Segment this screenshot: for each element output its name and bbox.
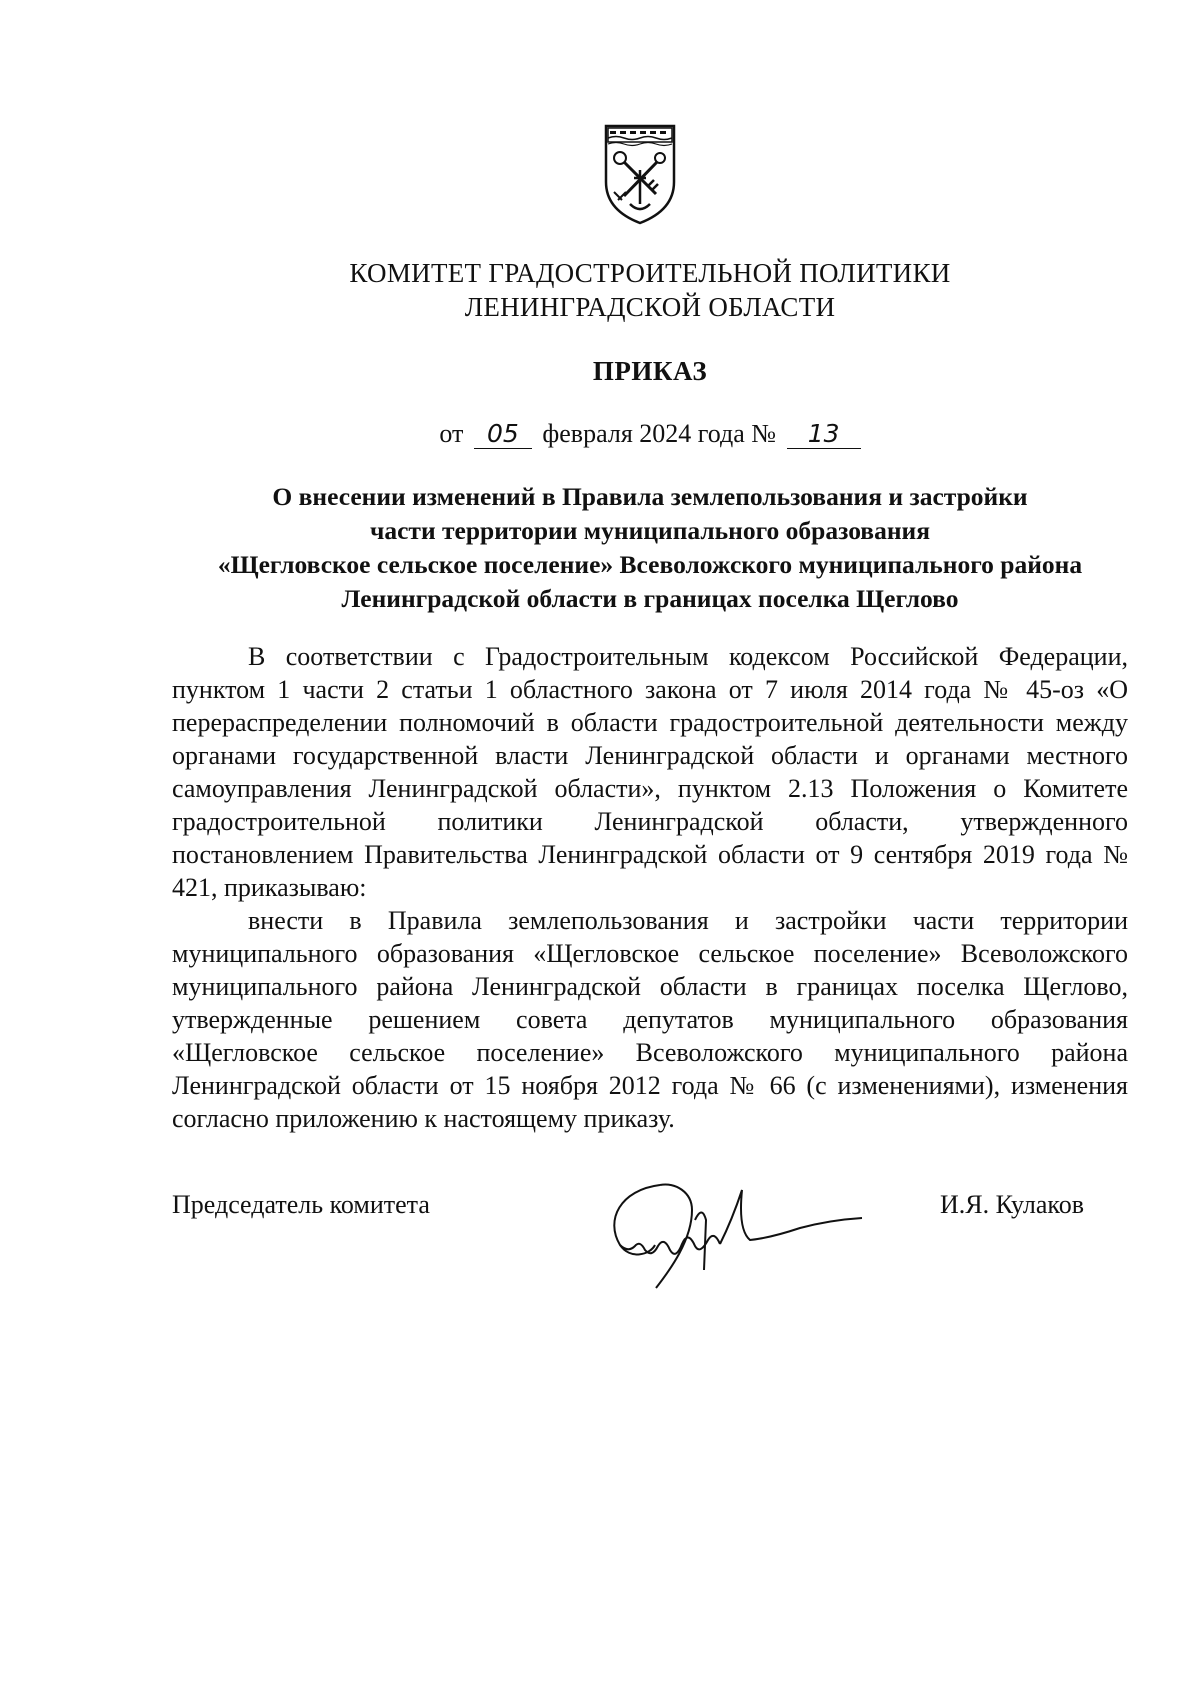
- document-body: [172, 640, 1128, 1135]
- body-paragraph-order: внести в Правила землепользования и застройки части территории муниципального образования «Щегловское сельское поселение» Всеволожского муниципального района Ленинградской области в границах поселка Щеглово, утвержденные решением совета депутатов муниципального образования «Щегловское сельское поселение» Всеволожского муниципального района Ленинградской области от 15 ноября 2012 года № 66 (с изменениями), изменения согласно приложению к настоящему приказу.: [172, 906, 1128, 1133]
- coat-of-arms-icon: [600, 122, 680, 227]
- organization-name-line1: КОМИТЕТ ГРАДОСТРОИТЕЛЬНОЙ ПОЛИТИКИ: [349, 258, 951, 288]
- handwritten-signature-icon: [600, 1160, 870, 1295]
- organization-name-line2: ЛЕНИНГРАДСКОЙ ОБЛАСТИ: [464, 292, 836, 322]
- title-line: Ленинградской области в границах поселка Щеглово: [341, 584, 959, 613]
- date-prefix: от: [439, 419, 464, 448]
- signer-position: Председатель комитета: [172, 1190, 430, 1219]
- date-day-handwritten: 05: [474, 420, 532, 449]
- document-title: [140, 480, 1160, 616]
- document-type: ПРИКАЗ: [592, 356, 708, 386]
- document-date-line: [200, 419, 1100, 449]
- body-paragraph-legal-basis: В соответствии с Градостроительным кодексом Российской Федерации, пунктом 1 части 2 статьи 1 областного закона от 7 июля 2014 года № 45-оз «О перераспределении полномочий в области градостроительной деятельности между органами государственной власти Ленинградской области и органами местного самоуправления Ленинградской области», пунктом 2.13 Положения о Комитете градостроительной политики Ленинградской области, утвержденного постановлением Правительства Ленинградской области от 9 сентября 2019 года № 421, приказываю:: [172, 642, 1128, 902]
- date-month-year: февраля 2024 года №: [542, 419, 777, 448]
- document-number-handwritten: 13: [787, 420, 861, 449]
- title-line: «Щегловское сельское поселение» Всеволожского муниципального района: [217, 550, 1083, 579]
- title-line: части территории муниципального образования: [369, 516, 931, 545]
- signer-name: И.Я. Кулаков: [940, 1190, 1084, 1219]
- title-line: О внесении изменений в Правила землепользования и застройки: [272, 482, 1028, 511]
